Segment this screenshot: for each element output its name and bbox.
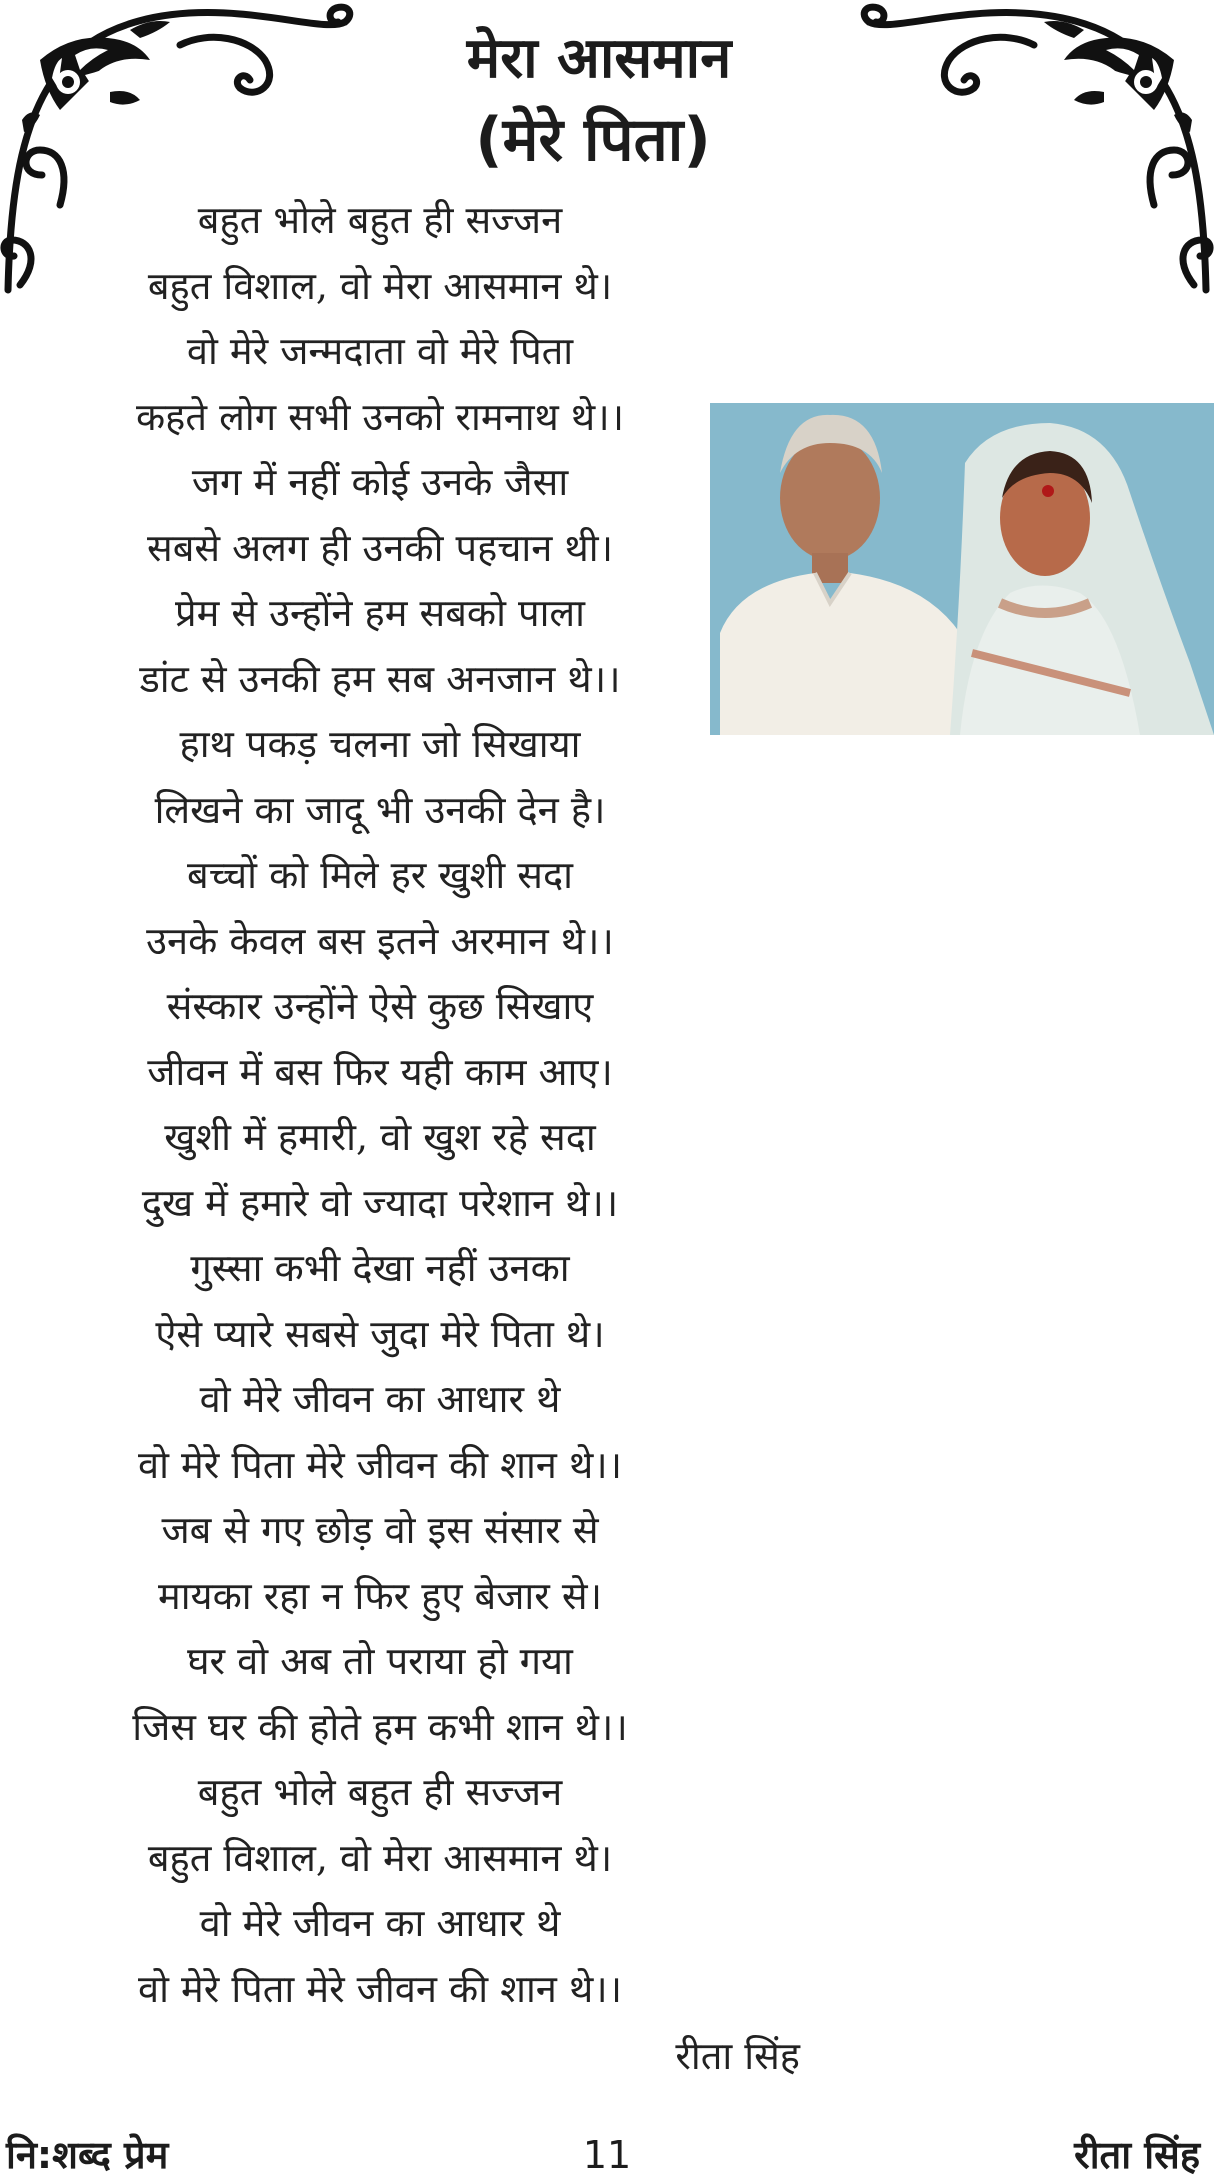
poem-line: बहुत भोले बहुत ही सज्जन: [197, 198, 563, 242]
poem-line: बहुत विशाल, वो मेरा आसमान थे।: [147, 1835, 613, 1880]
poem-line: जग में नहीं कोई उनके जैसा: [191, 460, 569, 504]
poem-line: बहुत भोले बहुत ही सज्जन: [197, 1770, 563, 1814]
poem-line: ऐसे प्यारे सबसे जुदा मेरे पिता थे।: [155, 1311, 605, 1356]
poem-line: उनके केवल बस इतने अरमान थे।।: [146, 918, 614, 963]
poem-line: वो मेरे पिता मेरे जीवन की शान थे।।: [137, 1966, 623, 2011]
poem-line: वो मेरे जीवन का आधार थे: [199, 1901, 561, 1945]
poem-line: जीवन में बस फिर यही काम आए।: [147, 1049, 613, 1094]
poem-line: जब से गए छोड़ वो इस संसार से: [161, 1508, 599, 1552]
poem-line: वो मेरे पिता मेरे जीवन की शान थे।।: [137, 1442, 623, 1487]
page-number: 11: [582, 2133, 632, 2177]
parents-photo: [710, 403, 1214, 735]
poem-line: प्रेम से उन्होंने हम सबको पाला: [174, 591, 586, 635]
poem-line: वो मेरे जन्मदाता वो मेरे पिता: [186, 329, 574, 373]
poem-line: बच्चों को मिले हर खुशी सदा: [187, 853, 573, 897]
poem-line: घर वो अब तो पराया हो गया: [187, 1639, 573, 1683]
poem-line: वो मेरे जीवन का आधार थे: [199, 1377, 561, 1421]
poem-line: मायका रहा न फिर हुए बेजार से।: [157, 1573, 602, 1618]
poem-line: जिस घर की होते हम कभी शान थे।।: [132, 1704, 628, 1749]
poem-line: लिखने का जादू भी उनकी देन है।: [154, 787, 606, 832]
poem-line: खुशी में हमारी, वो खुश रहे सदा: [164, 1115, 596, 1159]
poem-body: [40, 188, 720, 2022]
poem-line: गुस्सा कभी देखा नहीं उनका: [190, 1246, 570, 1290]
poem-author: रीता सिंह: [675, 2034, 800, 2078]
poem-title: मेरा आसमान: [466, 26, 732, 91]
poem-subtitle: (मेरे पिता): [475, 105, 711, 175]
poem-line: दुख में हमारे वो ज्यादा परेशान थे।।: [141, 1180, 619, 1225]
poem-line: हाथ पकड़ चलना जो सिखाया: [179, 722, 581, 766]
parents-photo-illustration: [710, 403, 1214, 735]
footer-book-title: नि:शब्द प्रेम: [6, 2133, 169, 2177]
footer-author: रीता सिंह: [1074, 2133, 1200, 2177]
poem-line: संस्कार उन्होंने ऐसे कुछ सिखाए: [166, 984, 594, 1028]
poem-line: सबसे अलग ही उनकी पहचान थी।: [147, 525, 613, 570]
poem-line: कहते लोग सभी उनको रामनाथ थे।।: [135, 394, 624, 439]
poem-line: डांट से उनकी हम सब अनजान थे।।: [139, 656, 621, 701]
poem-line: बहुत विशाल, वो मेरा आसमान थे।: [147, 263, 613, 308]
